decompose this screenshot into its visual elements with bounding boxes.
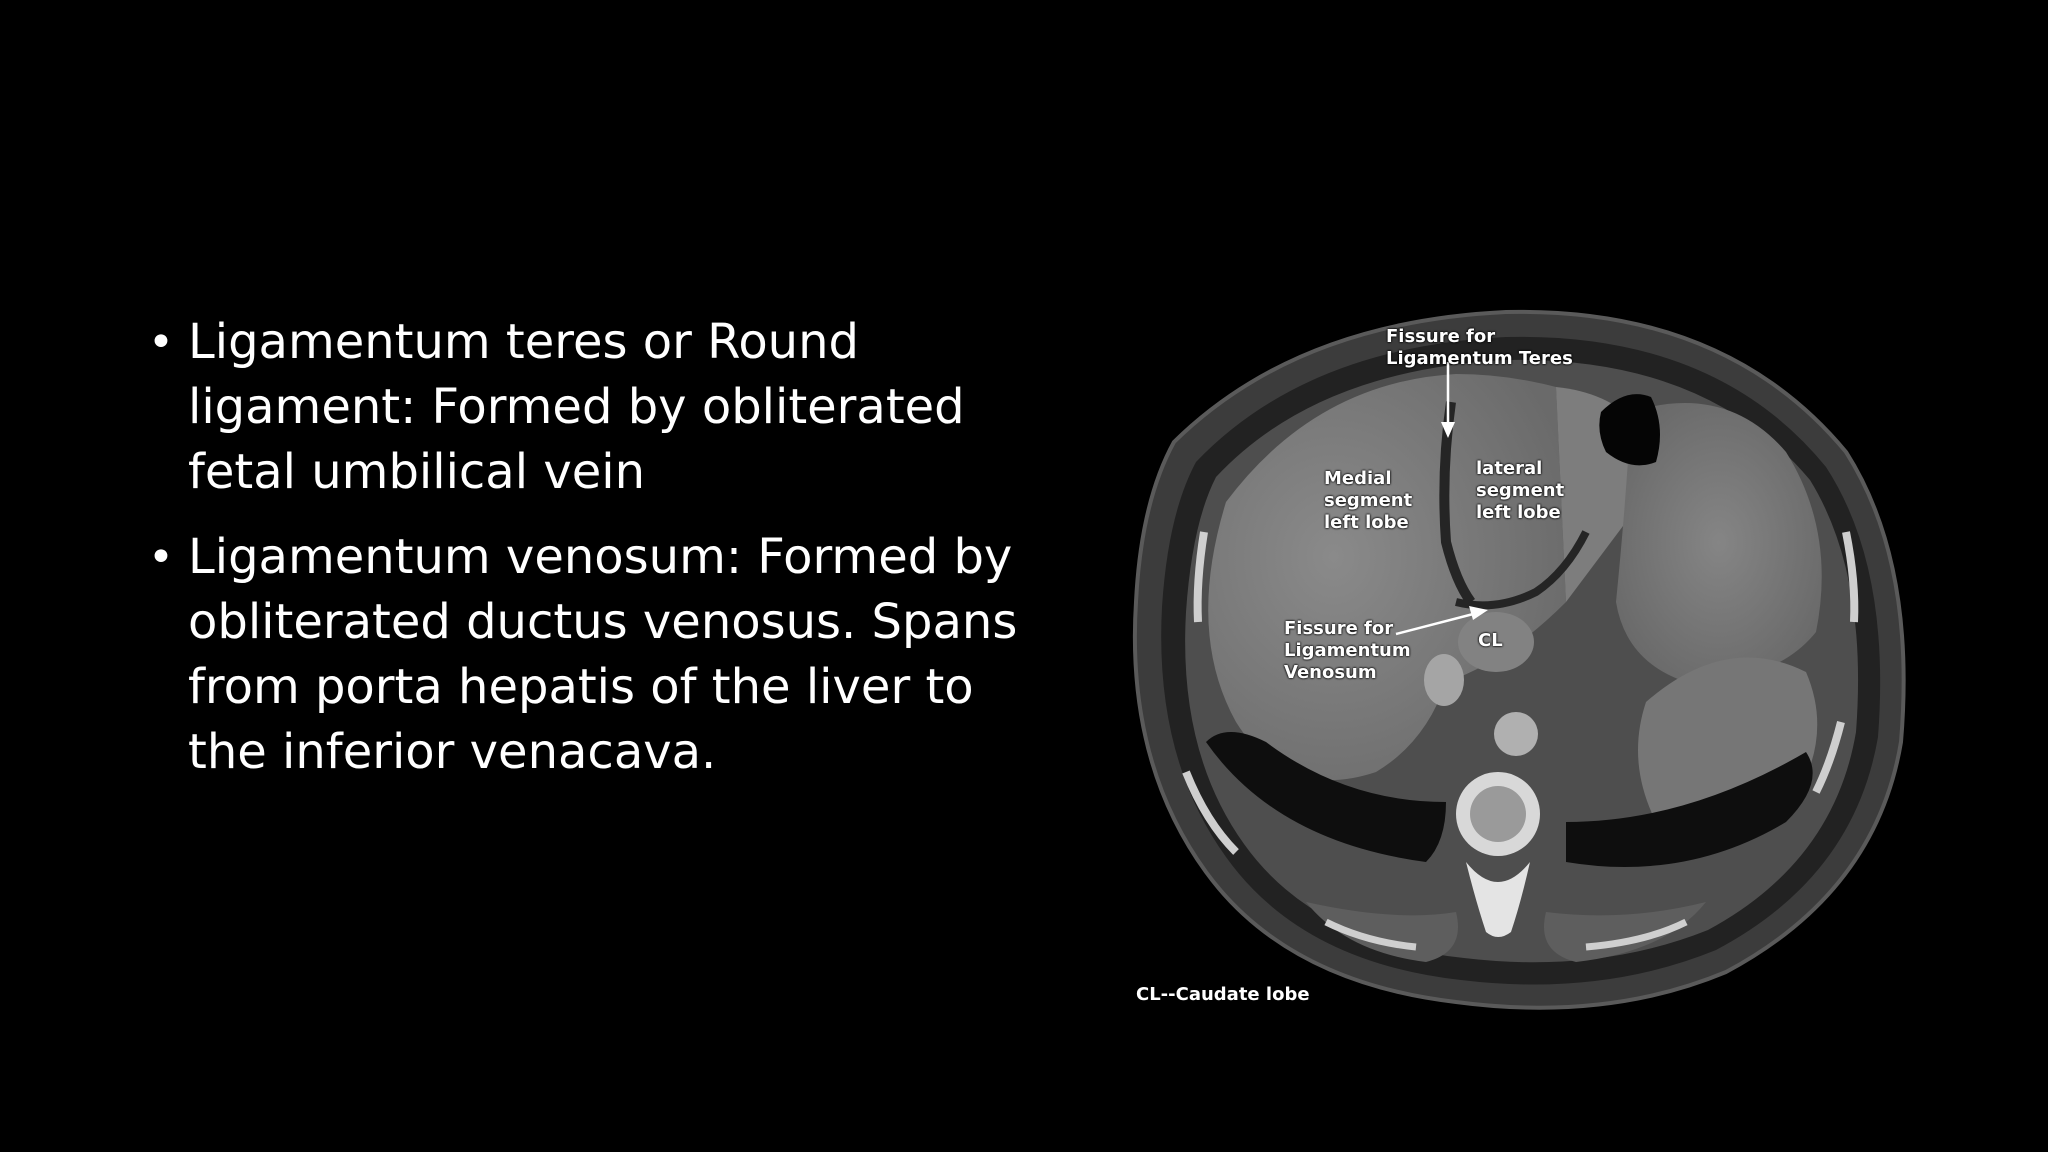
label-fissure-teres: Fissure for Ligamentum Teres bbox=[1386, 326, 1573, 369]
label-lateral-segment: lateral segment left lobe bbox=[1476, 458, 1565, 523]
bullet-list bbox=[140, 310, 1020, 805]
bullet-item-ligamentum-teres bbox=[140, 310, 1020, 505]
ct-scan-drawing bbox=[1126, 302, 1914, 1020]
bullet-text: Ligamentum teres or Round ligament: Formed by obliterated fetal umbilical vein bbox=[188, 314, 965, 500]
label-caudate-lobe: CL bbox=[1478, 630, 1503, 651]
bullet-text: Ligamentum venosum: Formed by obliterated ductus venosus. Spans from porta hepatis of the liver to the inferior venacava. bbox=[188, 529, 1018, 780]
label-medial-segment: Medial segment left lobe bbox=[1324, 468, 1413, 533]
figure-caption: CL--Caudate lobe bbox=[1136, 984, 1310, 1005]
label-fissure-venosum: Fissure for Ligamentum Venosum bbox=[1284, 618, 1411, 683]
bullet-item-ligamentum-venosum bbox=[140, 525, 1020, 785]
ct-scan-image bbox=[1126, 302, 1914, 1020]
bullet-icon: • bbox=[148, 532, 174, 583]
bullet-icon: • bbox=[148, 317, 174, 368]
